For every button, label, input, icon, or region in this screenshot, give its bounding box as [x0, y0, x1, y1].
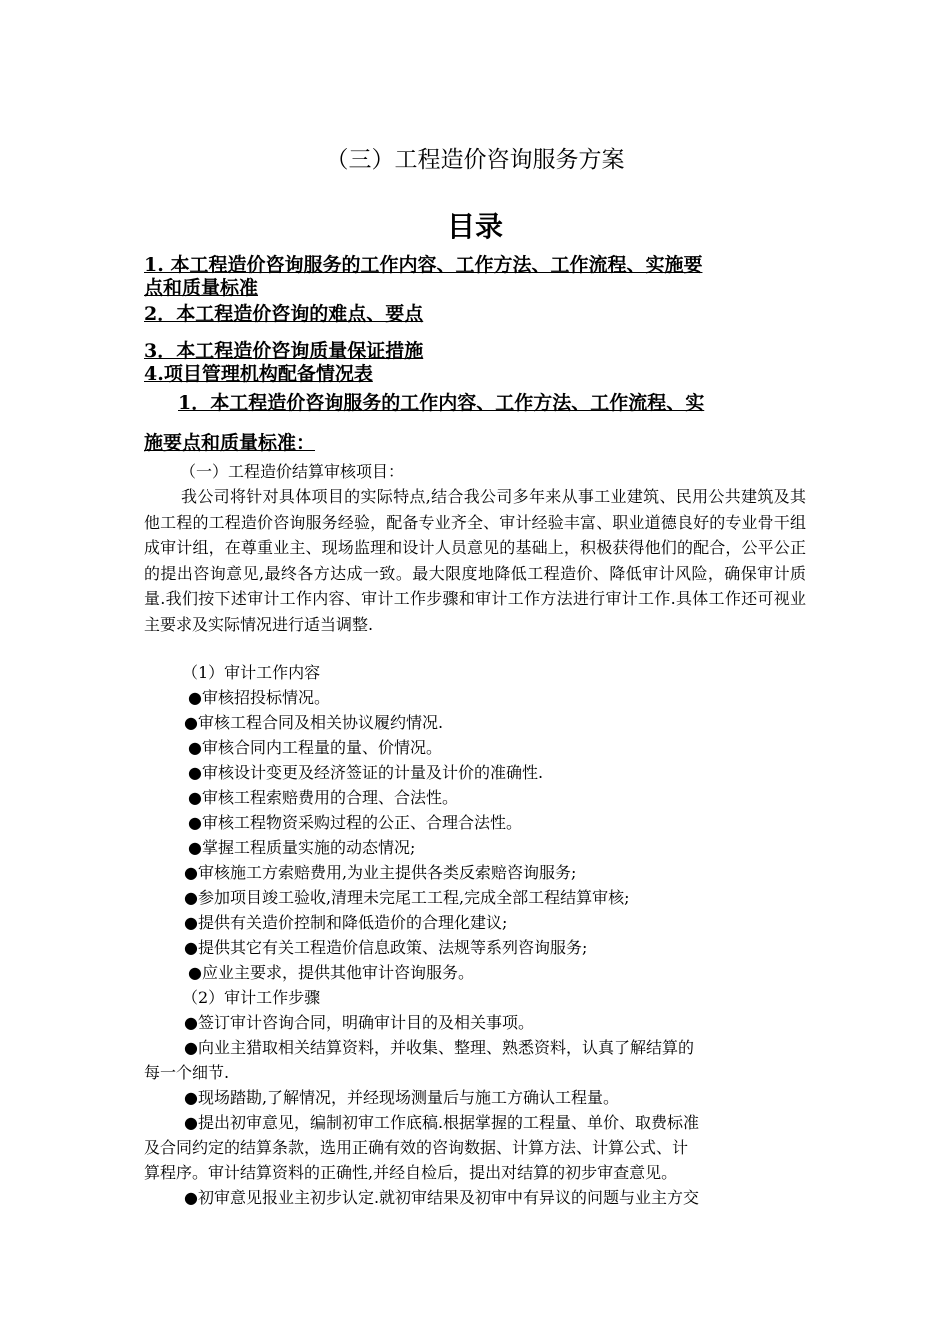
steps-heading: （2）审计工作步骤	[182, 988, 321, 1007]
content-item: ●审核工程索赔费用的合理、合法性。	[188, 788, 458, 807]
step-item-continued: 算程序。审计结算资料的正确性,并经自检后，提出对结算的初步审查意见。	[144, 1163, 678, 1182]
step-item-continued: 每一个细节.	[144, 1063, 230, 1082]
content-item: ●审核合同内工程量的量、价情况。	[188, 738, 442, 757]
step-item: ●提出初审意见，编制初审工作底稿.根据掌握的工程量、单价、取费标准	[184, 1113, 700, 1132]
content-item: ●应业主要求，提供其他审计咨询服务。	[188, 963, 474, 982]
toc-item-4[interactable]: 4.项目管理机构配备情况表	[144, 363, 373, 385]
step-item: ●签订审计咨询合同，明确审计目的及相关事项。	[184, 1013, 534, 1032]
toc-item-3[interactable]: 3．本工程造价咨询质量保证措施	[144, 340, 424, 362]
intro-paragraph: 我公司将针对具体项目的实际特点,结合我公司多年来从事工业建筑、民用公共建筑及其他工程的工程造价咨询服务经验，配备专业齐全、审计经验丰富、职业道德良好的专业骨干组成审计组，在尊重业主、现场监理和设计人员意见的基础上，积极获得他们的配合，公平公正的提出咨询意见,最终各方达成一致。最大限度地降低工程造价、降低审计风险，确保审计质量.我们按下述审计工作内容、审计工作步骤和审计工作方法进行审计工作.具体工作还可视业主要求及实际情况进行适当调整.	[144, 487, 806, 634]
toc-item-1[interactable]: 1. 本工程造价咨询服务的工作内容、工作方法、工作流程、实施要	[144, 254, 703, 276]
content-item: ●审核设计变更及经济签证的计量及计价的准确性.	[188, 763, 544, 782]
step-item: ●现场踏勘,了解情况，并经现场测量后与施工方确认工程量。	[184, 1088, 620, 1107]
content-heading: （1）审计工作内容	[182, 663, 321, 682]
sub-heading: （一）工程造价结算审核项目：	[180, 462, 405, 481]
toc-item-2[interactable]: 2．本工程造价咨询的难点、要点	[144, 303, 424, 325]
toc-item-1-continued[interactable]: 点和质量标准	[144, 277, 259, 299]
content-item: ●审核工程合同及相关协议履约情况.	[184, 713, 444, 732]
toc-heading: 目录	[446, 210, 503, 243]
section-heading: 1．本工程造价咨询服务的工作内容、工作方法、工作流程、实	[178, 392, 705, 414]
content-item: ●审核施工方索赔费用,为业主提供各类反索赔咨询服务;	[184, 863, 577, 882]
step-item-continued: 及合同约定的结算条款，选用正确有效的咨询数据、计算方法、计算公式、计	[144, 1138, 689, 1157]
content-item: ●提供有关造价控制和降低造价的合理化建议;	[184, 913, 508, 932]
content-item: ●审核工程物资采购过程的公正、合理合法性。	[188, 813, 522, 832]
section-heading-continued: 施要点和质量标准：	[144, 432, 316, 454]
content-item: ●提供其它有关工程造价信息政策、法规等系列咨询服务;	[184, 938, 588, 957]
content-item: ●审核招投标情况。	[188, 688, 330, 707]
content-item: ●参加项目竣工验收,清理未完尾工工程,完成全部工程结算审核;	[184, 888, 630, 907]
step-item: ●初审意见报业主初步认定.就初审结果及初审中有异议的问题与业主方交	[184, 1188, 700, 1207]
content-item: ●掌握工程质量实施的动态情况;	[188, 838, 416, 857]
step-item: ●向业主猎取相关结算资料，并收集、整理、熟悉资料，认真了解结算的	[184, 1038, 694, 1057]
document-title: （三）工程造价咨询服务方案	[325, 147, 625, 173]
